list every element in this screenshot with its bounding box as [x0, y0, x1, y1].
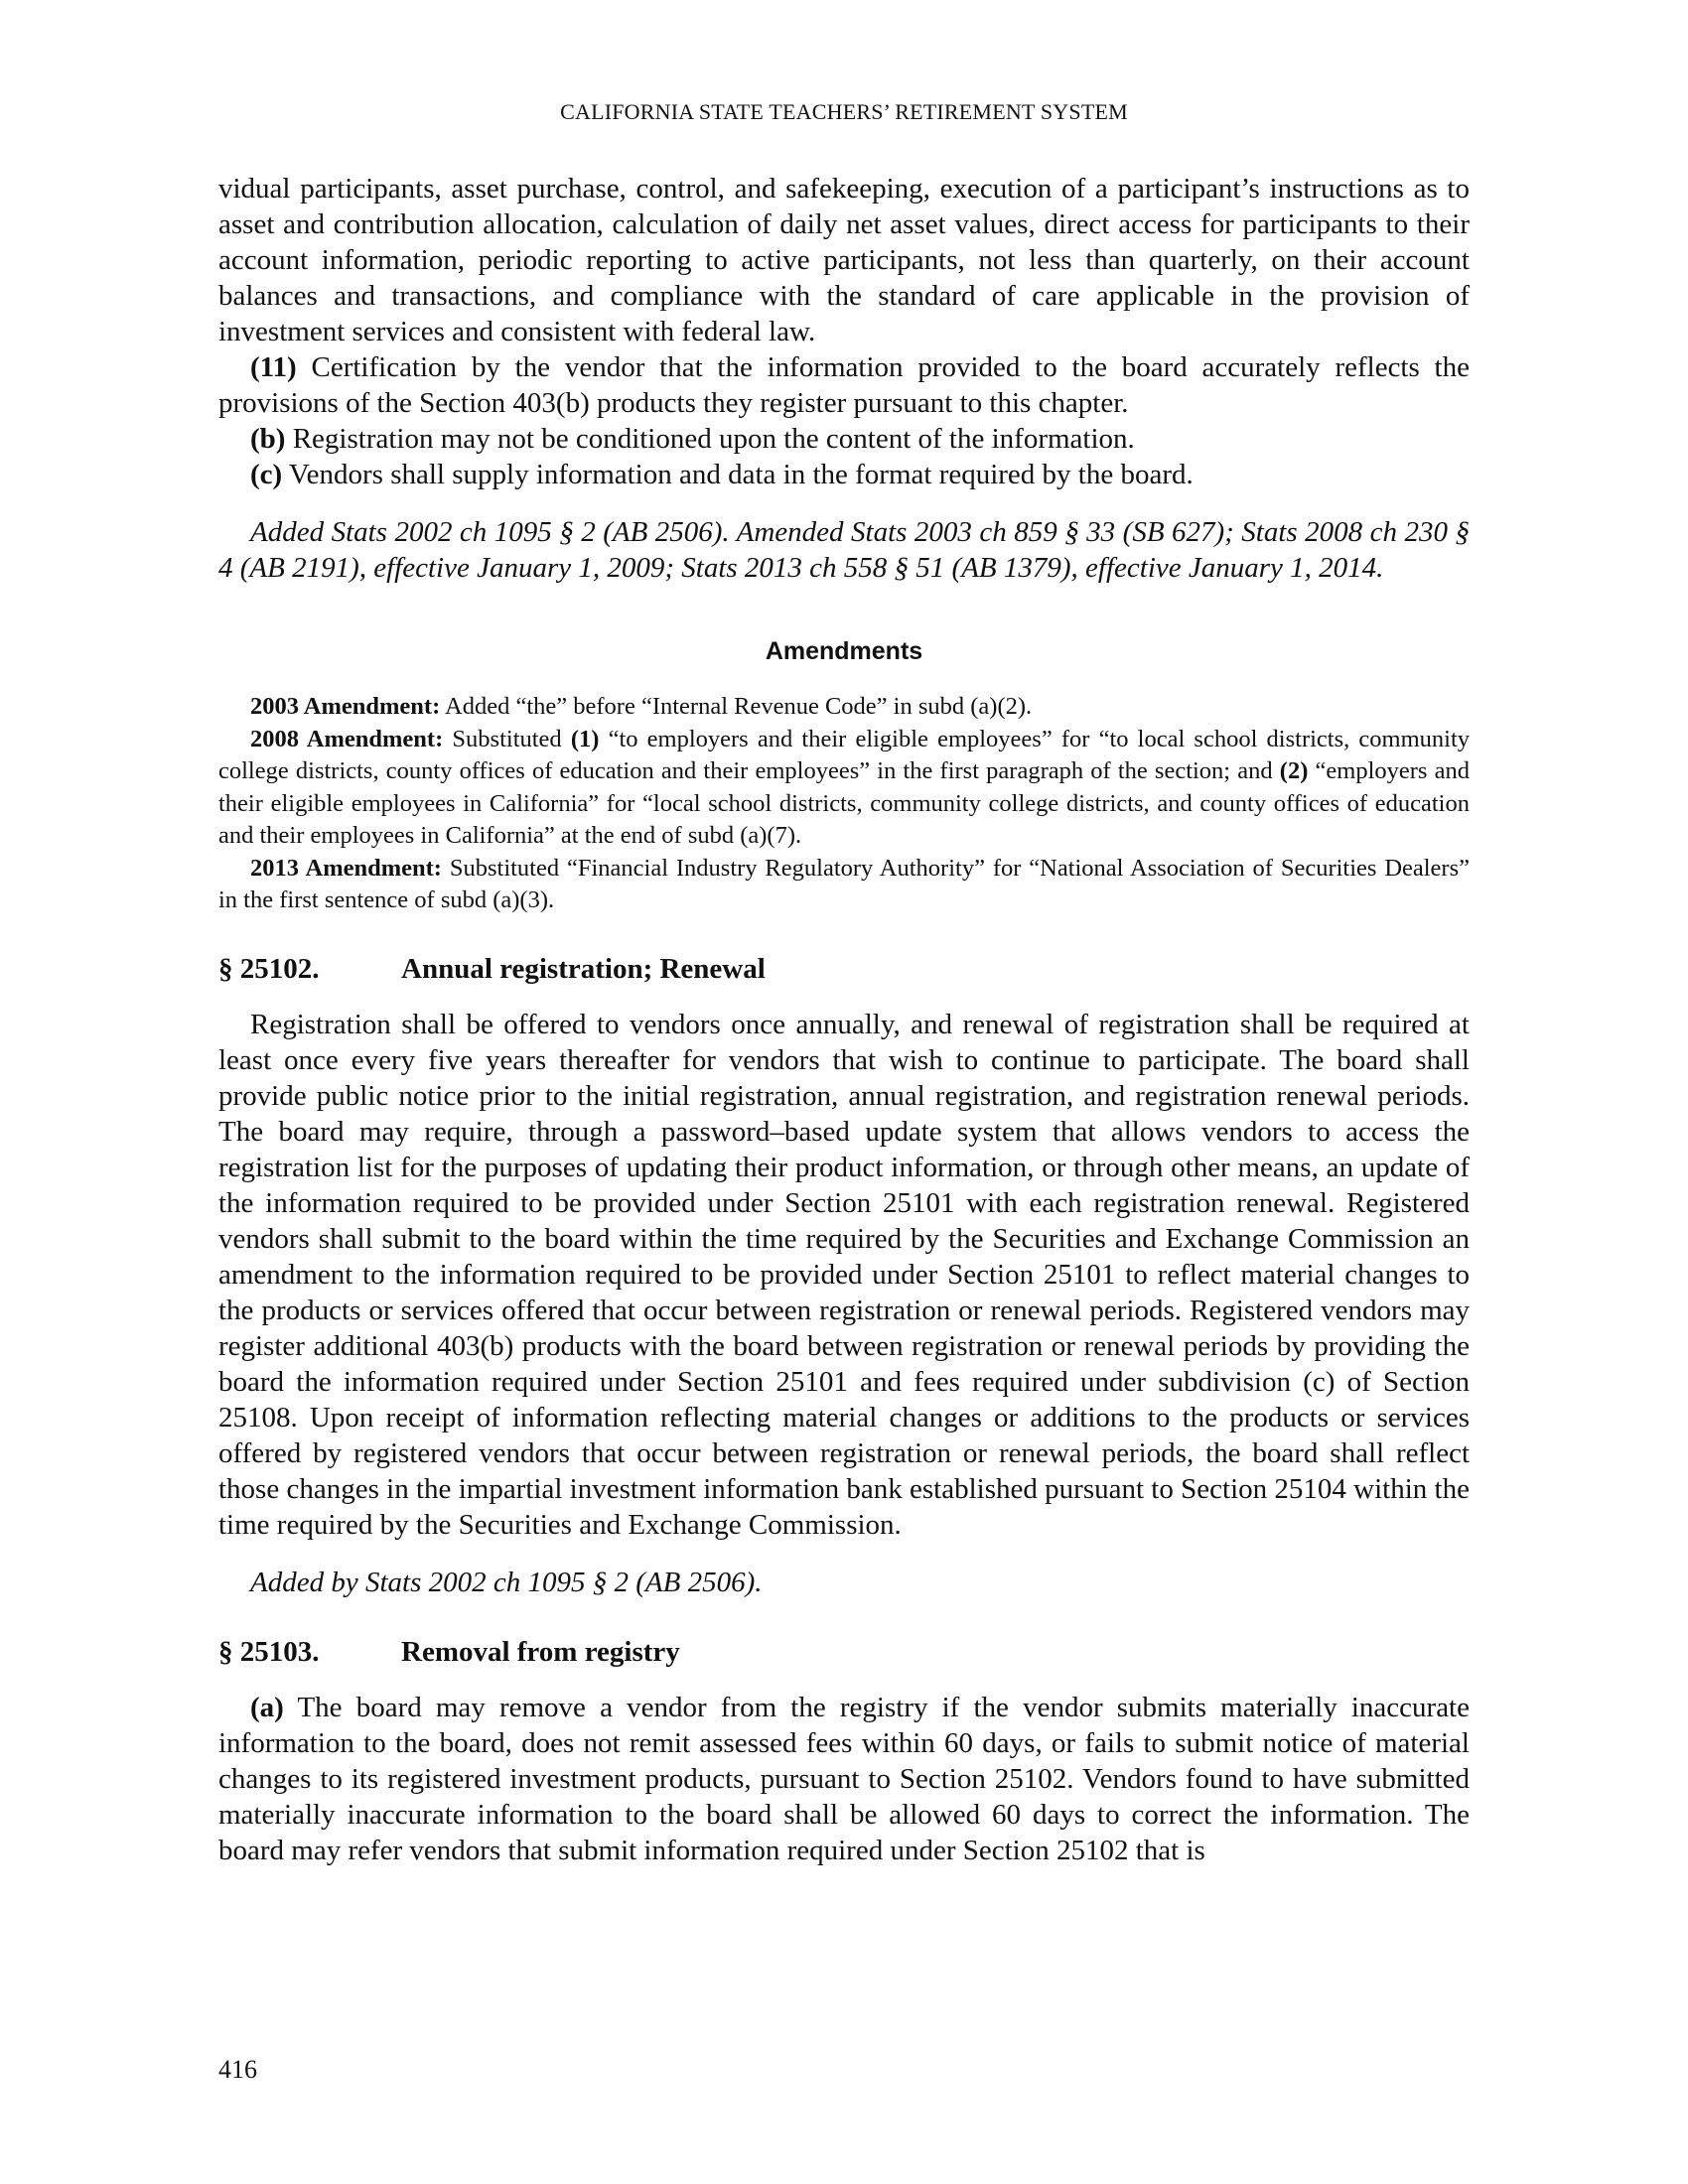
amendment-text: Substituted — [443, 725, 571, 752]
amendment-2008 — [218, 724, 1470, 853]
amendment-2003 — [218, 691, 1470, 724]
section-title: Annual registration; Renewal — [401, 952, 766, 985]
amendment-text: “employers and their eligible employees in California” for “local school districts, community college districts, and county offices of education and their employees in California” at the end of subd (a)(7). — [218, 757, 1470, 849]
history-note-25101: Added Stats 2002 ch 1095 § 2 (AB 2506). Amended Stats 2003 ch 859 § 33 (SB 627); Stats 2008 ch 230 § 4 (AB 2191), effective January 1, 2009; Stats 2013 ch 558 § 51 (AB 1379), effective January 1, 2014. — [218, 516, 1470, 584]
item-11-paragraph — [218, 349, 1470, 421]
item-text: Registration may not be conditioned upon the content of the information. — [285, 423, 1135, 455]
page-content — [218, 171, 1470, 1868]
running-head: CALIFORNIA STATE TEACHERS’ RETIREMENT SYSTEM — [560, 99, 1128, 124]
item-text: The board may remove a vendor from the registry if the vendor submits materially inaccurate information to the board, does not remit assessed fees within 60 days, or fails to submit notice of material changes to its registered investment products, pursuant to Section 25102. Vendors found to have submitted materially inaccurate information to the board shall be allowed 60 days to correct the information. The board may refer vendors that submit information required under Section 25102 that is — [218, 1691, 1470, 1866]
section-number: § 25103. — [218, 1635, 320, 1668]
continuation-paragraph: vidual participants, asset purchase, control, and safekeeping, execution of a participant’s instructions as to asset and contribution allocation, calculation of daily net asset values, direct access for participants to their account information, periodic reporting to active participants, not less than quarterly, on their account balances and transactions, and compliance with the standard of care applicable in the provision of investment services and consistent with federal law. — [218, 173, 1470, 347]
amendment-label: 2003 Amendment: — [250, 693, 441, 720]
subdivision-b-paragraph — [218, 421, 1470, 457]
section-25102-body: Registration shall be offered to vendors once annually, and renewal of registration shall be required at least once every five years thereafter for vendors that wish to continue to participate. The board shall provide public notice prior to the initial registration, annual registration, and registration renewal periods. The board may require, through a password–based update system that allows vendors to access the registration list for the purposes of updating their product information, or through other means, an update of the information required to be provided under Section 25101 with each registration renewal. Registered vendors shall submit to the board within the time required by the Securities and Exchange Commission an amendment to the information required to be provided under Section 25101 to reflect material changes to the products or services offered that occur between registration or renewal periods. Registered vendors may register additional 403(b) products with the board between registration or renewal periods by providing the board the information required under Section 25101 and fees required under subdivision (c) of Section 25108. Upon receipt of information reflecting material changes or additions to the products or services offered by registered vendors that occur between registration or renewal periods, the board shall reflect those changes in the impartial investment information bank established pursuant to Section 25104 within the time required by the Securities and Exchange Commission. — [218, 1008, 1470, 1541]
amendment-label: 2008 Amendment: — [250, 725, 444, 752]
history-note-25102: Added by Stats 2002 ch 1095 § 2 (AB 2506). — [250, 1566, 763, 1598]
amendment-text: Substituted “Financial Industry Regulatory Authority” for “National Association of Securities Dealers” in the first sentence of subd (a)(3). — [218, 854, 1471, 913]
item-text: Vendors shall supply information and data in the format required by the board. — [282, 459, 1194, 490]
amendment-text: Added “the” before “Internal Revenue Code” in subd (a)(2). — [440, 693, 1033, 720]
item-label: (a) — [250, 1691, 284, 1723]
section-heading-25102 — [218, 951, 1470, 987]
item-label: (11) — [250, 351, 297, 383]
section-title: Removal from registry — [401, 1635, 680, 1668]
item-label: (b) — [250, 423, 286, 455]
section-heading-25103 — [218, 1634, 1470, 1670]
amendment-text: “to employers and their eligible employees” for “to local school districts, community college districts, county offices of education and their employees” in the first paragraph of the section; and — [218, 725, 1471, 784]
item-label: (c) — [250, 459, 283, 490]
amendment-2013 — [218, 853, 1470, 917]
section-number: § 25102. — [218, 952, 320, 985]
amendments-heading: Amendments — [765, 637, 923, 665]
amendment-label: 2013 Amendment: — [250, 854, 442, 882]
page-number: 416 — [218, 2055, 257, 2084]
subdivision-c-paragraph — [218, 457, 1470, 492]
amendment-item-label: (2) — [1279, 757, 1309, 784]
item-text: Certification by the vendor that the information provided to the board accurately reflects the provisions of the Section 403(b) products they register pursuant to this chapter. — [218, 351, 1470, 419]
subdivision-a-paragraph — [218, 1690, 1470, 1868]
amendment-item-label: (1) — [570, 725, 600, 752]
